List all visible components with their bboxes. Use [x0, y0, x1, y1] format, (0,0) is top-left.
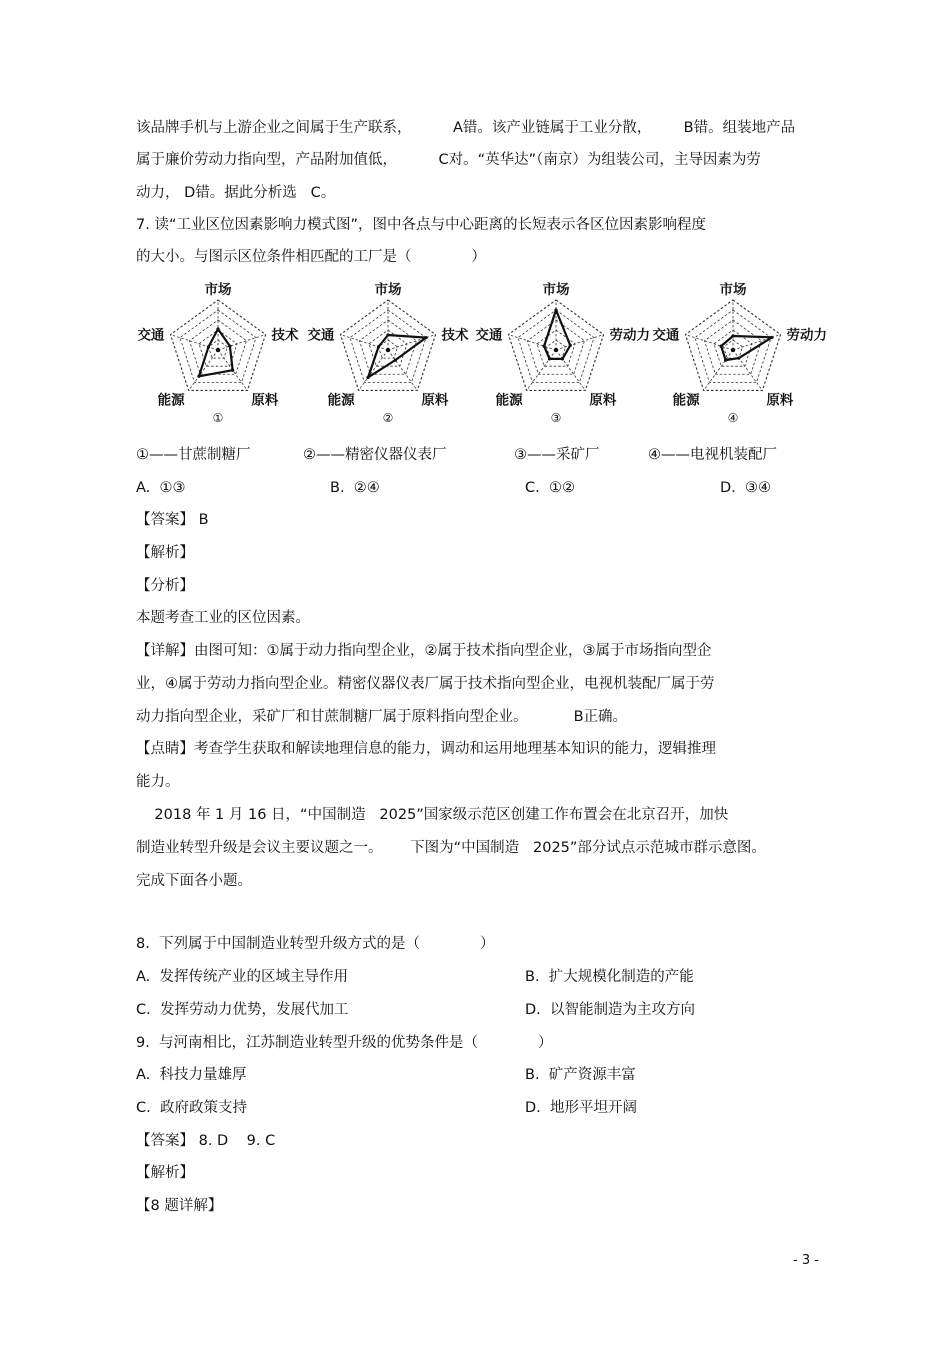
text-line: 动力， D错。据此分析选 C。: [136, 185, 336, 201]
q9-option-a: A. 科技力量雄厚: [136, 1067, 247, 1083]
axis-label: 市场: [374, 282, 402, 298]
axis-label: 交通: [475, 327, 503, 344]
q9-stem: 9. 与河南相比，江苏制造业转型升级的优势条件是（ ）: [136, 1035, 553, 1051]
axis-spoke: [508, 335, 556, 350]
dianjing-text: 【点睛】考查学生获取和解读地理信息的能力，调动和运用地理基本知识的能力，逻辑推理: [136, 741, 716, 757]
analysis-heading: 【解析】: [136, 545, 194, 561]
detail-text: 动力指向型企业，采矿厂和甘蔗制糖厂属于原料指向型企业。 B正确。: [136, 709, 628, 725]
axis-label: 劳动力: [786, 327, 828, 344]
data-point: [216, 327, 219, 330]
factory-label-4: ④——电视机装配厂: [648, 447, 777, 463]
axis-label: 交通: [137, 327, 165, 344]
q7-stem: 的大小。与图示区位条件相匹配的工厂是（ ）: [136, 249, 486, 265]
data-point: [561, 357, 564, 360]
option-d: D. ③④: [720, 480, 771, 496]
q8-option-a: A. 发挥传统产业的区域主导作用: [136, 969, 348, 985]
analysis-text: 本题考查工业的区位因素。: [136, 610, 310, 626]
intro-text: 完成下面各小题。: [136, 873, 252, 889]
dianjing-text: 能力。: [136, 774, 180, 790]
data-point: [554, 308, 557, 311]
axis-label: 劳动力: [609, 327, 651, 344]
data-point: [197, 375, 200, 378]
axis-label: 技术: [441, 327, 469, 344]
data-point: [720, 345, 723, 348]
detail-heading: 【8 题详解】: [136, 1198, 223, 1214]
data-point: [228, 345, 231, 348]
axis-label: 能源: [672, 392, 700, 409]
data-point: [569, 344, 572, 347]
axis-label: 市场: [542, 282, 570, 298]
axis-label: 能源: [157, 392, 185, 409]
detail-text: 业，④属于劳动力指向型企业。精密仪器仪表厂属于技术指向型企业，电视机装配厂属于劳: [136, 676, 715, 692]
page-number: - 3 -: [793, 1253, 819, 1268]
q9-option-c: C. 政府政策支持: [136, 1100, 247, 1116]
diagram-number: ①: [212, 411, 224, 425]
diagram-number: ②: [382, 411, 394, 425]
radar-diagram-4: [645, 282, 845, 432]
center-point: [554, 348, 558, 352]
data-point: [737, 356, 740, 359]
axis-label: 原料: [766, 392, 794, 409]
diagram-number: ④: [727, 411, 739, 425]
intro-text: 2018 年 1 月 16 日，“中国制造 2025”国家级示范区创建工作布置会在北京召开，加快: [136, 807, 729, 823]
analysis-heading: 【分析】: [136, 578, 194, 594]
data-point: [366, 376, 369, 379]
answer: 【答案】 8. D 9. C: [136, 1133, 276, 1149]
text-line: 属于廉价劳动力指向型，产品附加值低， C对。“英华达”（南京）为组装公司，主导因素为劳: [136, 152, 761, 168]
axis-label: 交通: [307, 327, 335, 344]
data-point: [207, 345, 210, 348]
data-point: [543, 345, 546, 348]
detail-text: 【详解】由图可知：①属于动力指向型企业，②属于技术指向型企业，③属于市场指向型企: [136, 643, 712, 659]
data-point: [231, 369, 234, 372]
q9-option-d: D. 地形平坦开阔: [525, 1100, 637, 1116]
axis-label: 能源: [327, 392, 355, 409]
data-point: [770, 336, 773, 339]
data-point: [724, 359, 727, 362]
analysis-heading: 【解析】: [136, 1165, 194, 1181]
q8-option-d: D. 以智能制造为主攻方向: [525, 1002, 695, 1018]
center-point: [731, 348, 735, 352]
radar-diagram-3: [468, 282, 668, 432]
diagram-number: ③: [550, 411, 562, 425]
text-line: 该品牌手机与上游企业之间属于生产联系， A错。该产业链属于工业分散， B错。组装地产品: [136, 120, 796, 136]
axis-label: 技术: [271, 327, 299, 344]
option-b: B. ②④: [330, 480, 380, 496]
axis-label: 交通: [652, 327, 680, 344]
axis-label: 原料: [421, 392, 449, 409]
factory-label-2: ②——精密仪器仪表厂: [303, 447, 447, 463]
data-point: [424, 336, 427, 339]
axis-label: 能源: [495, 392, 523, 409]
data-point: [377, 345, 380, 348]
q8-option-b: B. 扩大规模化制造的产能: [525, 969, 694, 985]
option-c: C. ①②: [525, 480, 575, 496]
answer: 【答案】 B: [136, 512, 209, 528]
data-point: [731, 334, 734, 337]
data-polygon: [368, 335, 426, 378]
center-point: [386, 348, 390, 352]
data-point: [548, 357, 551, 360]
option-a: A. ①③: [136, 480, 186, 496]
q9-option-b: B. 矿产资源丰富: [525, 1067, 636, 1083]
q8-stem: 8. 下列属于中国制造业转型升级方式的是（ ）: [136, 936, 495, 952]
factory-label-3: ③——采矿厂: [514, 447, 600, 463]
axis-label: 市场: [719, 282, 747, 298]
factory-label-1: ①——甘蔗制糖厂: [136, 447, 251, 463]
data-point: [386, 333, 389, 336]
axis-label: 原料: [251, 392, 279, 409]
data-point: [394, 359, 397, 362]
axis-label: 市场: [204, 282, 232, 298]
q7-stem: 7. 读“工业区位因素影响力模式图”，图中各点与中心距离的长短表示各区位因素影响程度: [136, 217, 706, 233]
center-point: [216, 348, 220, 352]
intro-text: 制造业转型升级是会议主要议题之一。 下图为“中国制造 2025”部分试点示范城市群示意图。: [136, 840, 766, 856]
axis-label: 原料: [589, 392, 617, 409]
q8-option-c: C. 发挥劳动力优势，发展代加工: [136, 1002, 349, 1018]
